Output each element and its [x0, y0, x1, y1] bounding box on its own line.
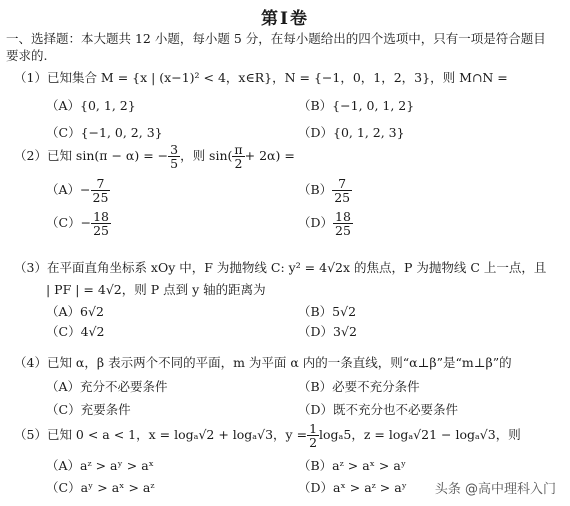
question-3-option-c: （C）4√2 [46, 324, 105, 339]
question-5-option-a: （A）aᶻ > aʸ > aˣ [46, 458, 154, 473]
question-5-option-c: （C）aʸ > aˣ > aᶻ [46, 480, 155, 495]
question-5-stem-text: （5）已知 0 < a < 1，x = logₐ√2 + logₐ√3，y = [14, 427, 308, 442]
question-5-option-d: （D）aˣ > aᶻ > aʸ [298, 480, 407, 495]
question-3-option-b: （B）5√2 [298, 304, 357, 319]
question-2-option-c: （C）− $\frac{18}{25}$ [46, 209, 109, 238]
question-5-option-b: （B）aᶻ > aˣ > aʸ [298, 458, 407, 473]
question-2-stem [14, 143, 295, 170]
question-5-stem [14, 422, 521, 449]
question-5-fraction: $\frac{1}{2}$ [309, 421, 318, 450]
question-1-option-c: （C）{−1, 0, 2, 3} [46, 125, 163, 140]
question-4-option-d: （D）既不充分也不必要条件 [298, 402, 459, 417]
question-3-option-d: （D）3√2 [298, 324, 357, 339]
section-header: 一、选择题：本大题共 12 小题，每小题 5 分，在每小题给出的四个选项中，只有一项是符合题目要求的. [6, 31, 546, 63]
question-2-fraction-2: $\frac{\pi}{2}$ [234, 142, 243, 171]
question-4-stem: （4）已知 α，β 表示两个不同的平面，m 为平面 α 内的一条直线，则“α⊥β”是“m⊥β”的 [14, 355, 512, 370]
question-5-stem-post: logₐ5，z = logₐ√21 − logₐ√3，则 [319, 427, 521, 442]
question-2-option-d: （D） $\frac{18}{25}$ [298, 209, 351, 238]
watermark: 头条 @高中理科入门 [434, 482, 556, 497]
question-2-option-a: （A）− $\frac{7}{25}$ [46, 176, 109, 205]
question-4-option-c: （C）充要条件 [46, 402, 131, 417]
question-2-stem-mid: ，则 sin( [180, 148, 233, 163]
question-2-stem-text: （2）已知 sin(π − α) = − [14, 148, 169, 163]
question-3-stem-line-2: | PF | = 4√2，则 P 点到 y 轴的距离为 [46, 282, 266, 297]
question-1-option-a: （A）{0, 1, 2} [46, 98, 136, 113]
question-1-stem: （1）已知集合 M = {x | (x−1)² < 4，x∈R}，N = {−1，0，1，2，3}，则 M∩N = [14, 70, 508, 85]
question-2-fraction: $\frac{3}{5}$ [170, 142, 179, 171]
question-4-option-a: （A）充分不必要条件 [46, 379, 168, 394]
question-2-stem-post: + 2α) = [244, 148, 295, 163]
question-4-option-b: （B）必要不充分条件 [298, 379, 420, 394]
question-1-option-b: （B）{−1, 0, 1, 2} [298, 98, 415, 113]
question-3-option-a: （A）6√2 [46, 304, 104, 319]
page-title: 第Ⅰ卷 [261, 9, 309, 29]
question-3-stem-line-1: （3）在平面直角坐标系 xOy 中，F 为抛物线 C: y² = 4√2x 的焦点，P 为抛物线 C 上一点，且 [14, 260, 547, 275]
question-1-option-d: （D）{0, 1, 2, 3} [298, 125, 405, 140]
question-2-option-b: （B） $\frac{7}{25}$ [298, 176, 351, 205]
